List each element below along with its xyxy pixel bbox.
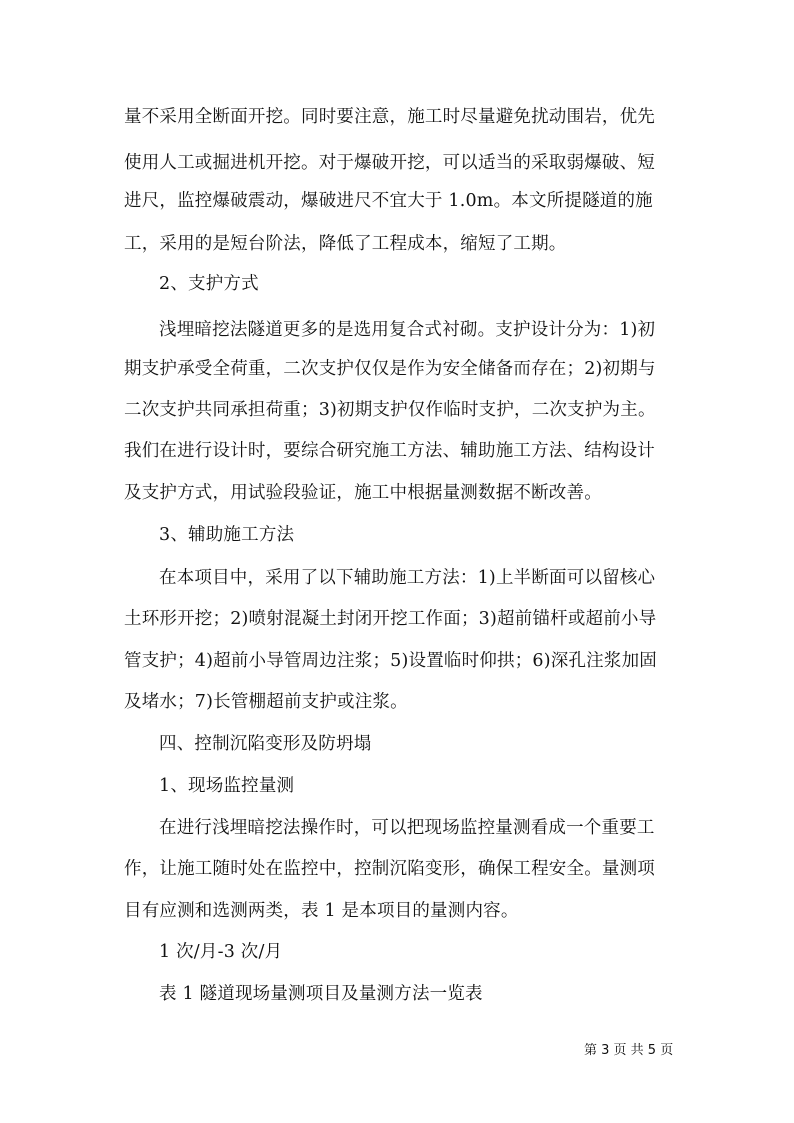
- paragraph-1-line-2: 使用人工或掘进机开挖。对于爆破开挖，可以适当的采取弱爆破、短: [124, 153, 655, 173]
- paragraph-2-line-3: 二次支护共同承担荷重；3)初期支护仅作临时支护，二次支护为主。: [124, 400, 656, 420]
- paragraph-3-line-1: 在本项目中，采用了以下辅助施工方法：1)上半断面可以留核心: [159, 568, 656, 588]
- paragraph-3-line-3: 管支护；4)超前小导管周边注浆；5)设置临时仰拱；6)深孔注浆加固: [124, 651, 657, 671]
- paragraph-2-line-5: 及支护方式，用试验段验证，施工中根据量测数据不断改善。: [124, 483, 602, 503]
- paragraph-4-line-3: 目有应测和选测两类，表 1 是本项目的量测内容。: [124, 901, 519, 921]
- paragraph-4-line-2: 作，让施工随时处在监控中，控制沉陷变形，确保工程安全。量测项: [124, 859, 655, 879]
- section-heading-support-method: 2、支护方式: [159, 274, 259, 294]
- frequency-note: 1 次/月-3 次/月: [159, 942, 283, 962]
- page-number-footer: 第 3 页 共 5 页: [584, 1043, 674, 1058]
- paragraph-1-line-1: 量不采用全断面开挖。同时要注意，施工时尽量避免扰动围岩，优先: [124, 107, 655, 127]
- paragraph-1-line-4: 工，采用的是短台阶法，降低了工程成本，缩短了工期。: [124, 234, 567, 254]
- paragraph-4-line-1: 在进行浅埋暗挖法操作时，可以把现场监控量测看成一个重要工: [159, 818, 655, 838]
- paragraph-3-line-4: 及堵水；7)长管棚超前支护或注浆。: [124, 692, 408, 712]
- section-heading-field-monitoring: 1、现场监控量测: [159, 776, 295, 796]
- section-heading-settlement-control: 四、控制沉陷变形及防坍塌: [159, 734, 372, 754]
- paragraph-2-line-1: 浅埋暗挖法隧道更多的是选用复合式衬砌。支护设计分为：1)初: [159, 320, 656, 340]
- paragraph-3-line-2: 土环形开挖；2)喷射混凝土封闭开挖工作面；3)超前锚杆或超前小导: [124, 609, 657, 629]
- section-heading-auxiliary-methods: 3、辅助施工方法: [159, 525, 295, 545]
- paragraph-2-line-2: 期支护承受全荷重，二次支护仅仅是作为安全储备而存在；2)初期与: [124, 359, 656, 379]
- paragraph-1-line-3: 进尺，监控爆破震动，爆破进尺不宜大于 1.0m。本文所提隧道的施: [124, 191, 653, 211]
- table-caption: 表 1 隧道现场量测项目及量测方法一览表: [159, 984, 483, 1004]
- paragraph-2-line-4: 我们在进行设计时，要综合研究施工方法、辅助施工方法、结构设计: [124, 441, 655, 461]
